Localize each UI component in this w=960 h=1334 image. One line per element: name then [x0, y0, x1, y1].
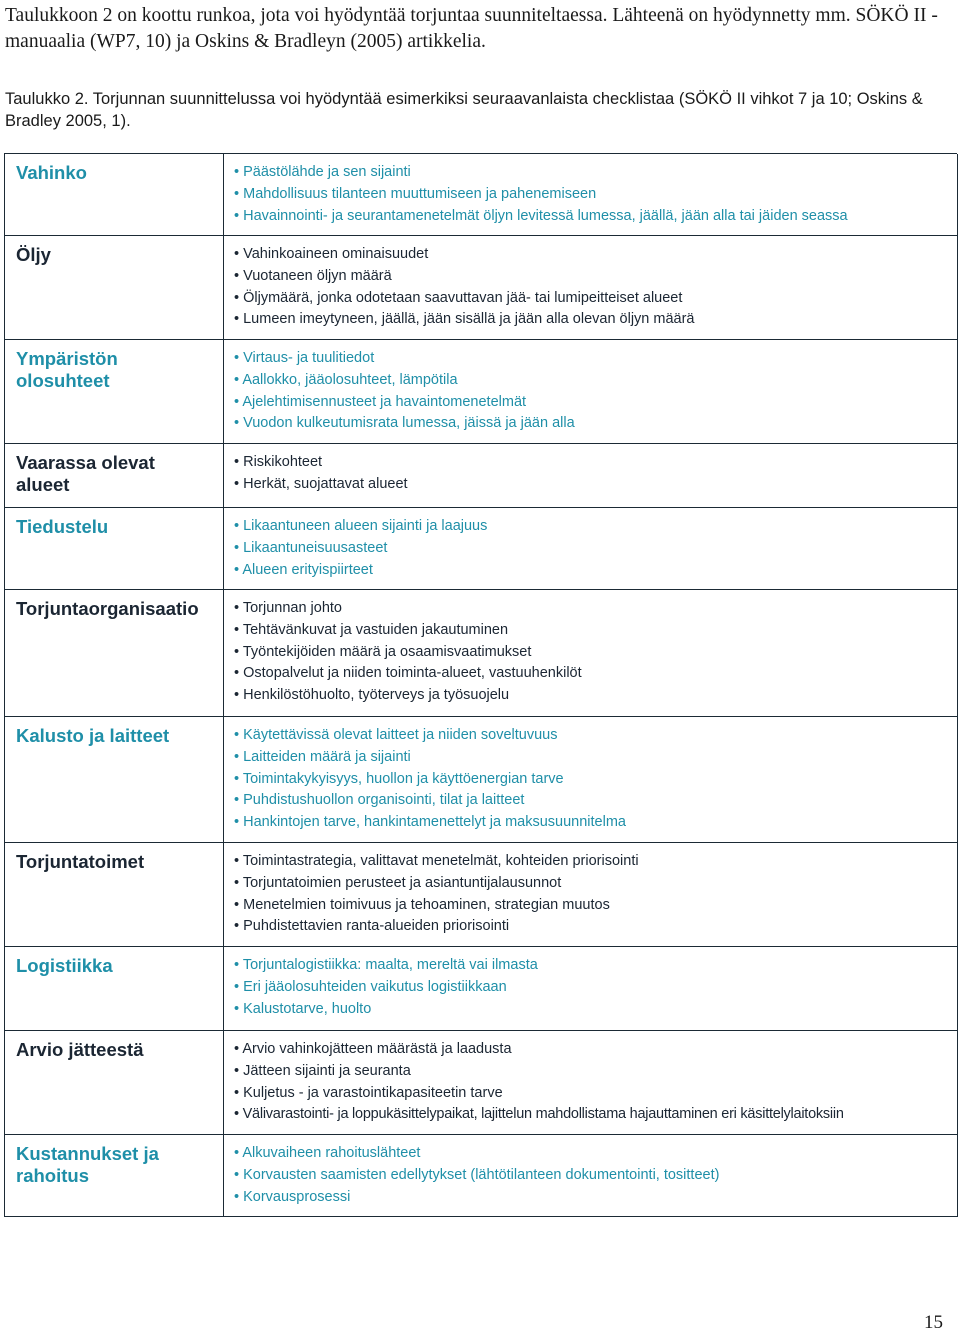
table-caption	[5, 88, 955, 132]
list-item: • Likaantuneen alueen sijainti ja laajuus	[234, 516, 951, 538]
list-item: • Tehtävänkuvat ja vastuiden jakautuminen	[234, 620, 951, 642]
list-item: • Henkilöstöhuolto, työterveys ja työsuojelu	[234, 685, 951, 707]
items-cell	[224, 843, 958, 947]
list-item: • Vuodon kulkeutumisrata lumessa, jäissä ja jään alla	[234, 413, 951, 435]
list-item: • Torjuntalogistiikka: maalta, mereltä vai ilmasta	[234, 955, 951, 977]
category-cell	[5, 508, 224, 590]
list-item: • Ajelehtimisennusteet ja havaintomenetelmät	[234, 392, 951, 414]
page-number: 15	[924, 1312, 943, 1333]
list-item: • Kalustotarve, huolto	[234, 999, 951, 1021]
list-item: • Päästölähde ja sen sijainti	[234, 162, 951, 184]
category-label: Ympäristön olosuhteet	[16, 348, 118, 391]
list-item: • Eri jääolosuhteiden vaikutus logistiikkaan	[234, 977, 951, 999]
category-cell	[5, 154, 224, 236]
category-label: Vahinko	[16, 162, 87, 183]
caption-label: Taulukko 2.	[5, 90, 89, 108]
list-item: • Menetelmien toimivuus ja tehoaminen, strategian muutos	[234, 895, 951, 917]
list-item: • Öljymäärä, jonka odotetaan saavuttavan jää- tai lumipeitteiset alueet	[234, 288, 951, 310]
item-list	[224, 947, 957, 1026]
list-item: • Herkät, suojattavat alueet	[234, 474, 951, 496]
items-cell	[224, 717, 958, 843]
items-cell	[224, 154, 958, 236]
list-item: • Puhdistushuollon organisointi, tilat ja laitteet	[234, 790, 951, 812]
list-item: • Laitteiden määrä ja sijainti	[234, 747, 951, 769]
category-cell	[5, 1135, 224, 1217]
item-list	[224, 154, 957, 233]
list-item: • Kuljetus - ja varastointikapasiteetin tarve	[234, 1083, 951, 1105]
items-cell	[224, 444, 958, 508]
list-item: • Puhdistettavien ranta-alueiden priorisointi	[234, 916, 951, 938]
list-item: • Hankintojen tarve, hankintamenettelyt ja maksusuunnitelma	[234, 812, 951, 834]
item-list	[224, 340, 957, 441]
category-cell	[5, 717, 224, 843]
list-item: • Riskikohteet	[234, 452, 951, 474]
items-cell	[224, 1135, 958, 1217]
category-label: Kalusto ja laitteet	[16, 725, 170, 746]
category-label: Kustannukset ja rahoitus	[16, 1143, 159, 1186]
category-cell	[5, 340, 224, 444]
category-cell	[5, 444, 224, 508]
list-item: • Toimintastrategia, valittavat menetelmät, kohteiden priorisointi	[234, 851, 951, 873]
list-item: • Vahinkoaineen ominaisuudet	[234, 244, 951, 266]
list-item: • Alueen erityispiirteet	[234, 560, 951, 582]
list-item: • Jätteen sijainti ja seuranta	[234, 1061, 951, 1083]
category-label: Arvio jätteestä	[16, 1039, 144, 1060]
list-item: • Työntekijöiden määrä ja osaamisvaatimukset	[234, 642, 951, 664]
list-item: • Käytettävissä olevat laitteet ja niiden soveltuvuus	[234, 725, 951, 747]
category-cell	[5, 843, 224, 947]
category-label: Vaarassa olevat alueet	[16, 452, 155, 495]
category-cell	[5, 947, 224, 1031]
list-item: • Torjunnan johto	[234, 598, 951, 620]
list-item: • Korvausten saamisten edellytykset (lähtötilanteen dokumentointi, tositteet)	[234, 1165, 951, 1187]
caption-text: Torjunnan suunnittelussa voi hyödyntää esimerkiksi seuraavanlaista checklistaa (SÖKÖ II vihkot 7 ja 10; Oskins & Bradley 2005, 1).	[5, 90, 923, 130]
item-list	[224, 843, 957, 944]
category-cell	[5, 236, 224, 340]
category-cell	[5, 590, 224, 717]
category-label: Öljy	[16, 244, 51, 265]
item-list	[224, 236, 957, 337]
items-cell	[224, 1031, 958, 1135]
list-item: • Havainnointi- ja seurantamenetelmät öljyn levitessä lumessa, jäällä, jään alla tai jäiden seassa	[234, 206, 951, 228]
checklist-table	[4, 153, 957, 1217]
list-item: • Likaantuneisuusasteet	[234, 538, 951, 560]
category-label: Tiedustelu	[16, 516, 109, 537]
item-list	[224, 1031, 957, 1132]
intro-paragraph: Taulukkoon 2 on koottu runkoa, jota voi hyödyntää torjuntaa suunniteltaessa. Lähteenä on hyödynnetty mm. SÖKÖ II -manuaalia (WP7, 10) ja Oskins & Bradleyn (2005) artikkelia.	[5, 5, 938, 52]
item-list	[224, 717, 957, 840]
list-item: • Alkuvaiheen rahoituslähteet	[234, 1143, 951, 1165]
list-item: • Korvausprosessi	[234, 1187, 951, 1209]
list-item: • Torjuntatoimien perusteet ja asiantuntijalausunnot	[234, 873, 951, 895]
items-cell	[224, 508, 958, 590]
category-label: Torjuntatoimet	[16, 851, 145, 872]
category-cell	[5, 1031, 224, 1135]
list-item: • Välivarastointi- ja loppukäsittelypaikat, lajittelun mahdollistama hajauttaminen eri käsittelylaitoksiin	[234, 1104, 951, 1126]
item-list	[224, 1135, 957, 1214]
item-list	[224, 444, 957, 502]
items-cell	[224, 947, 958, 1031]
item-list	[224, 508, 957, 587]
items-cell	[224, 590, 958, 717]
item-list	[224, 590, 957, 713]
list-item: • Toimintakykyisyys, huollon ja käyttöenergian tarve	[234, 769, 951, 791]
category-label: Torjuntaorganisaatio	[16, 598, 199, 619]
list-item: • Virtaus- ja tuulitiedot	[234, 348, 951, 370]
list-item: • Aallokko, jääolosuhteet, lämpötila	[234, 370, 951, 392]
items-cell	[224, 236, 958, 340]
list-item: • Arvio vahinkojätteen määrästä ja laadusta	[234, 1039, 951, 1061]
list-item: • Ostopalvelut ja niiden toiminta-alueet, vastuuhenkilöt	[234, 663, 951, 685]
category-label: Logistiikka	[16, 955, 113, 976]
list-item: • Lumeen imeytyneen, jäällä, jään sisällä ja jään alla olevan öljyn määrä	[234, 309, 951, 331]
list-item: • Vuotaneen öljyn määrä	[234, 266, 951, 288]
items-cell	[224, 340, 958, 444]
list-item: • Mahdollisuus tilanteen muuttumiseen ja pahenemiseen	[234, 184, 951, 206]
